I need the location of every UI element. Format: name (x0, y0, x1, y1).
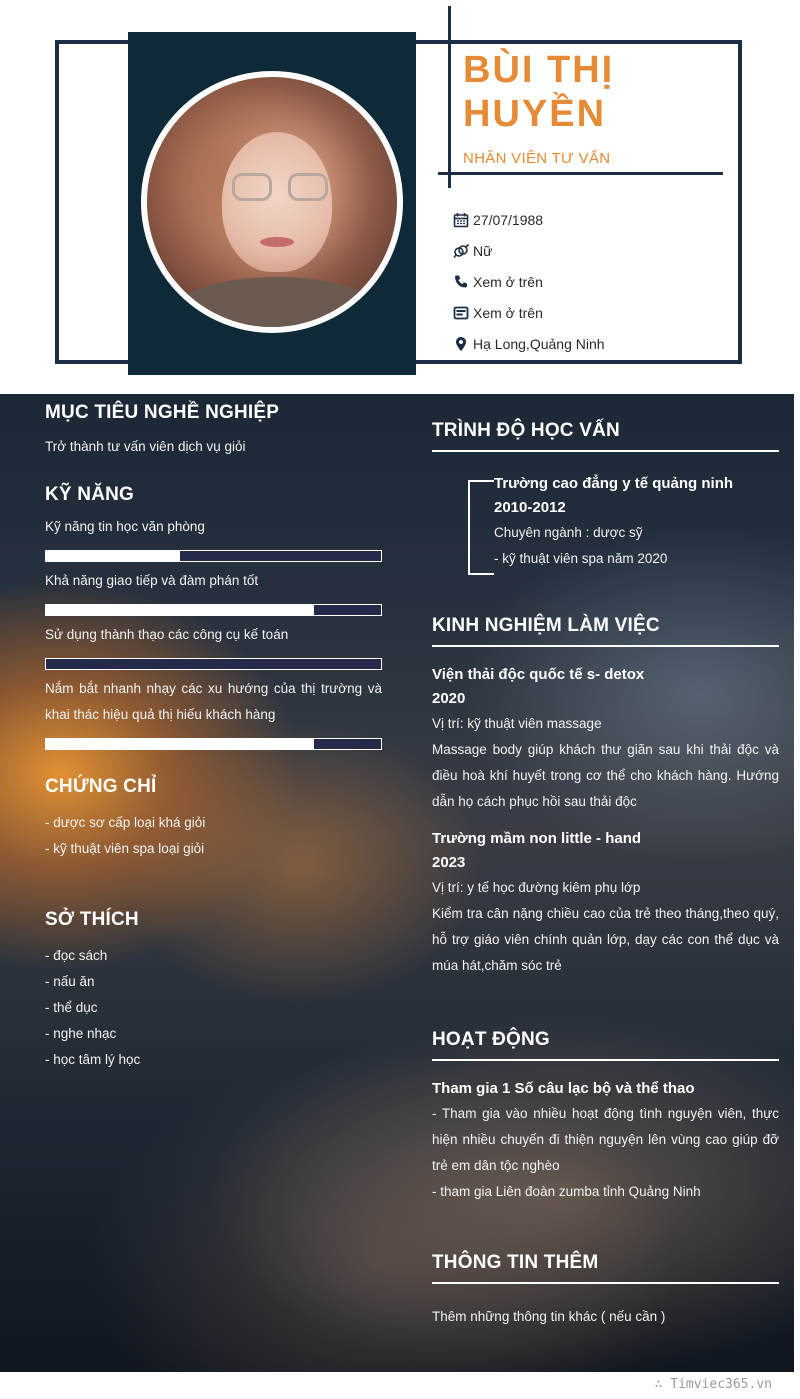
experience-company: Viện thải độc quốc tế s- detox (432, 666, 645, 683)
experience-year: 2023 (432, 854, 466, 871)
experience-description: Massage body giúp khách thư giãn sau khi thải độc và điều hoà khí huyết trong cơ thể cho khách hàng. Hướng dẫn họ cách phục hồi sau thải độc (432, 742, 779, 809)
contact-email (453, 297, 605, 328)
skill-bar-fill (46, 551, 180, 561)
gender-text: Nữ (473, 242, 493, 259)
experience-year: 2020 (432, 690, 466, 707)
education-bracket (468, 480, 492, 575)
experience-company: Trường mầm non little - hand (432, 830, 642, 847)
birthday-text: 27/07/1988 (473, 211, 544, 228)
education-school: Trường cao đẳng y tế quảng ninh (494, 475, 734, 492)
extra-text: Thêm những thông tin khác ( nếu cần ) (432, 1309, 666, 1324)
experience-item (432, 827, 779, 979)
experience-title: KINH NGHIỆM LÀM VIỆC (432, 615, 779, 647)
objective-text: Trở thành tư vấn viên dịch vụ giỏi (45, 439, 246, 454)
skill-bar-fill (46, 739, 314, 749)
skill-bar (45, 658, 382, 670)
hobby-item: - nấu ăn (45, 974, 95, 989)
activities-heading: Tham gia 1 Số câu lạc bộ và thể thao (432, 1080, 695, 1097)
candidate-name: BÙI THỊ HUYỀN (463, 49, 615, 135)
skills-title: KỸ NĂNG (45, 484, 135, 505)
experience-section (432, 615, 779, 979)
skills-section (45, 484, 382, 756)
cv-header (0, 0, 800, 394)
activity-line: - tham gia Liên đoàn zumba tỉnh Quảng Ninh (432, 1184, 701, 1199)
cv-body (0, 394, 794, 1372)
certificate-item: - dược sơ cấp loại khá giỏi (45, 815, 206, 830)
gender-icon (453, 243, 473, 259)
job-title: NHÂN VIÊN TƯ VẤN (463, 150, 611, 167)
footer (0, 1372, 800, 1399)
hobbies-title: SỞ THÍCH (45, 909, 139, 930)
experience-description: Kiểm tra cân nặng chiều cao của trẻ theo tháng,theo quý, hỗ trợ giáo viên chính quản lớp, dạy các con thể dục và múa hát,chăm sóc trẻ (432, 906, 779, 973)
extra-title: THÔNG TIN THÊM (432, 1252, 779, 1284)
avatar-lips (260, 237, 294, 247)
skill-label: Khả năng giao tiếp và đàm phán tốt (45, 573, 259, 588)
phone-icon (453, 274, 473, 290)
contact-phone (453, 266, 605, 297)
education-detail: Chuyên ngành : dược sỹ (494, 525, 643, 540)
hobby-item: - thể dục (45, 1000, 98, 1015)
watermark: ∴ Timviec365.vn (654, 1377, 772, 1392)
education-entry (432, 472, 779, 572)
header-vertical-line (448, 6, 451, 188)
email-icon (453, 305, 473, 321)
education-detail: - kỹ thuật viên spa năm 2020 (494, 551, 668, 566)
skill-label: Nắm bắt nhanh nhạy các xu hướng của thị trường và khai thác hiệu quả thị hiếu khách hàng (45, 681, 382, 722)
address-text: Hạ Long,Quảng Ninh (473, 335, 605, 352)
skill-bar (45, 550, 382, 562)
activities-title: HOẠT ĐỘNG (432, 1029, 779, 1061)
contact-address (453, 328, 605, 359)
objective-section (45, 402, 382, 460)
objective-title: MỤC TIÊU NGHỀ NGHIỆP (45, 402, 280, 423)
extra-section (432, 1252, 779, 1330)
experience-position: Vị trí: y tế học đường kiêm phụ lớp (432, 880, 641, 895)
avatar-glasses (232, 173, 328, 201)
skill-label: Kỹ năng tin học văn phòng (45, 519, 205, 534)
contact-birthday (453, 204, 605, 235)
activities-section (432, 1029, 779, 1205)
location-icon (453, 336, 473, 352)
hobby-item: - nghe nhạc (45, 1026, 117, 1041)
skill-bar-fill (46, 605, 314, 615)
skill-label: Sử dụng thành thạo các công cụ kế toán (45, 627, 289, 642)
experience-position: Vị trí: kỹ thuật viên massage (432, 716, 602, 731)
skill-bar (45, 604, 382, 616)
calendar-icon (453, 212, 473, 228)
experience-item (432, 663, 779, 815)
email-text: Xem ở trên (473, 304, 543, 321)
education-section (432, 420, 779, 572)
education-title: TRÌNH ĐỘ HỌC VẤN (432, 420, 779, 452)
hobby-item: - đọc sách (45, 948, 108, 963)
contact-list (453, 204, 605, 359)
certificates-title: CHỨNG CHỈ (45, 776, 157, 797)
avatar-face (222, 132, 332, 272)
avatar (141, 71, 403, 333)
contact-gender (453, 235, 605, 266)
hobbies-section (45, 909, 382, 1073)
header-horizontal-line (438, 172, 723, 175)
phone-text: Xem ở trên (473, 273, 543, 290)
certificate-item: - kỹ thuật viên spa loại giỏi (45, 841, 205, 856)
hobby-item: - học tâm lý học (45, 1052, 141, 1067)
certificates-section (45, 776, 382, 862)
education-years: 2010-2012 (494, 499, 566, 516)
skill-bar (45, 738, 382, 750)
activity-line: - Tham gia vào nhiều hoạt động tình nguyện viên, thực hiện nhiều chuyến đi thiện nguyện lên vùng cao giúp đỡ trẻ em dân tộc nghèo (432, 1106, 779, 1173)
